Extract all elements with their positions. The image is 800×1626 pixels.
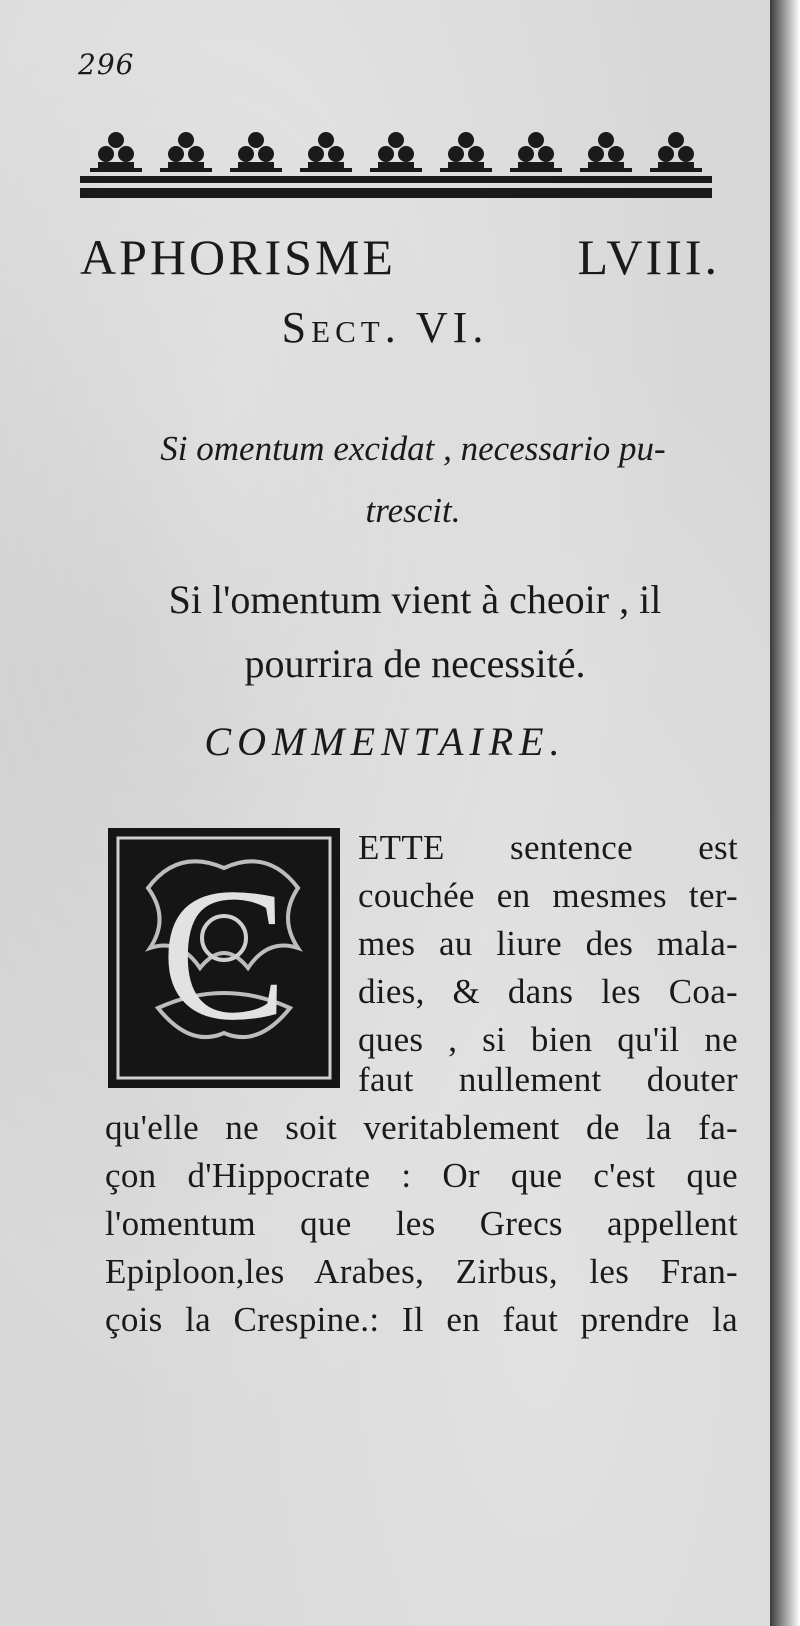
latin-line-1: Si omentum excidat , necessario pu- <box>160 429 666 468</box>
decorated-initial <box>108 828 340 1088</box>
body-line-10: Epiploon,les Arabes, Zirbus, les Fran- <box>105 1252 738 1291</box>
aphorism-title <box>80 228 720 286</box>
decorated-initial-icon <box>108 828 340 1088</box>
body-line-1: ETTE sentence est <box>358 828 738 867</box>
aphorism-title-word: APHORISME <box>80 229 396 285</box>
body-line-4: dies, & dans les Coa- <box>358 972 738 1011</box>
body-line-2: couchée en mesmes ter- <box>358 876 738 915</box>
french-translation <box>95 568 735 696</box>
section-label: Sect. VI. <box>281 303 489 352</box>
body-line-11: çois la Crespine.: Il en faut prendre la <box>105 1300 738 1339</box>
french-line-2: pourrira de necessité. <box>244 641 586 686</box>
page-number: 296 <box>78 48 135 81</box>
book-spine-shadow <box>770 0 800 1626</box>
body-line-9: l'omentum que les Grecs appellent <box>105 1204 738 1243</box>
latin-aphorism <box>88 418 738 542</box>
aphorism-number: LVIII. <box>577 229 720 285</box>
latin-line-2: trescit. <box>365 491 461 530</box>
ornament-border-icon <box>80 118 712 204</box>
initial-letter: C <box>160 850 288 1060</box>
body-line-5: ques , si bien qu'il ne <box>358 1020 738 1059</box>
body-line-3: mes au liure des mala- <box>358 924 738 963</box>
commentaire-heading: COMMENTAIRE. <box>204 719 566 764</box>
body-line-8: çon d'Hippocrate : Or que c'est que <box>105 1156 738 1195</box>
body-line-6: faut nullement douter <box>358 1060 738 1099</box>
body-line-7: qu'elle ne soit veritablement de la fa- <box>105 1108 738 1147</box>
french-line-1: Si l'omentum vient à cheoir , il <box>168 577 662 622</box>
